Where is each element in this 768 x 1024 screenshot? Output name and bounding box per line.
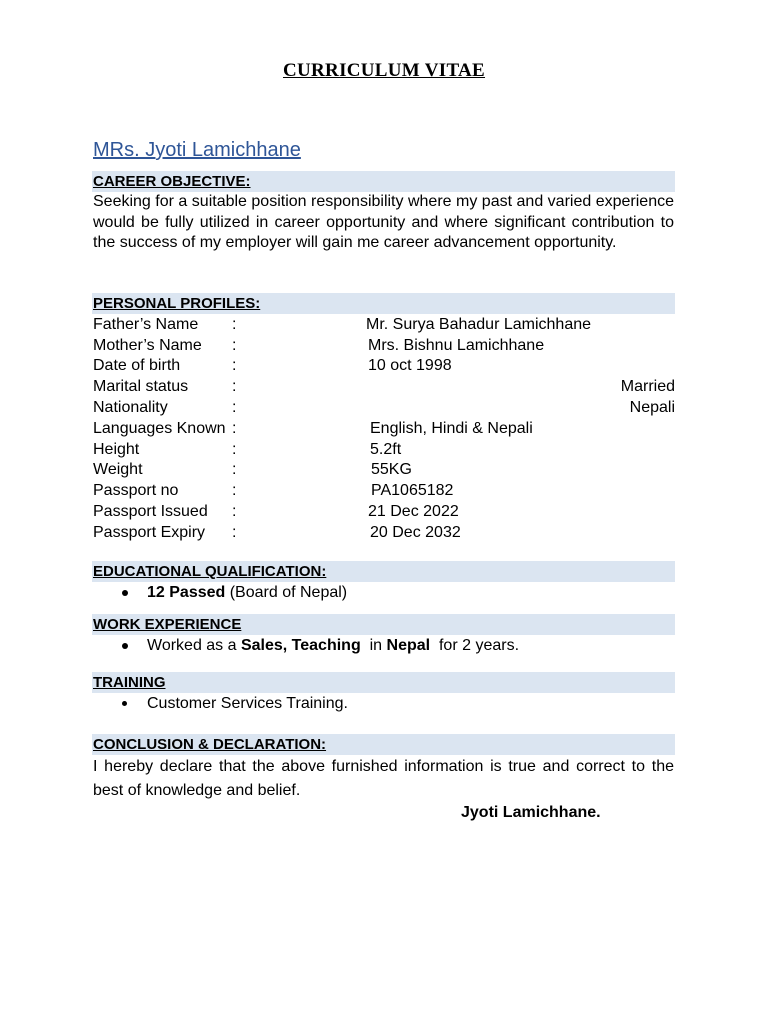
profile-colon: : bbox=[232, 357, 237, 374]
profile-value: Mrs. Bishnu Lamichhane bbox=[368, 337, 545, 354]
profile-label: Height bbox=[93, 441, 140, 458]
education-item-text: (Board of Nepal) bbox=[225, 584, 348, 601]
profile-row-passport-expiry bbox=[93, 522, 675, 543]
profile-colon: : bbox=[232, 461, 237, 478]
profile-row-marital-status bbox=[93, 376, 675, 397]
profile-colon: : bbox=[232, 482, 237, 499]
profile-colon: : bbox=[232, 441, 237, 458]
profile-row-nationality bbox=[93, 397, 675, 418]
profile-label: Marital status bbox=[93, 378, 189, 395]
document-title: CURRICULUM VITAE bbox=[282, 60, 486, 81]
profile-label: Passport Issued bbox=[93, 503, 208, 520]
profile-value: Mr. Surya Bahadur Lamichhane bbox=[366, 316, 592, 333]
training-heading: TRAINING bbox=[92, 672, 675, 693]
training-item-text: Customer Services Training. bbox=[147, 695, 348, 712]
work-text-pre: Worked as a bbox=[147, 637, 241, 654]
signature-name: Jyoti Lamichhane. bbox=[461, 804, 601, 821]
profile-value: Married bbox=[620, 378, 675, 395]
profile-label: Languages Known bbox=[93, 420, 226, 437]
profile-label: Passport Expiry bbox=[93, 524, 206, 541]
profile-colon: : bbox=[232, 420, 237, 437]
profile-value: 55KG bbox=[371, 461, 412, 478]
profile-row-passport-issued bbox=[93, 501, 675, 522]
work-experience-heading: WORK EXPERIENCE bbox=[92, 614, 675, 635]
profile-row-date-of-birth bbox=[93, 355, 675, 376]
profile-value: 5.2ft bbox=[370, 441, 402, 458]
profile-label: Date of birth bbox=[93, 357, 181, 374]
profile-row-languages bbox=[93, 418, 675, 439]
profile-value: Nepali bbox=[629, 399, 675, 416]
profile-row-height bbox=[93, 439, 675, 460]
profile-value: 10 oct 1998 bbox=[368, 357, 452, 374]
profile-label: Father’s Name bbox=[93, 316, 199, 333]
work-location: Nepal bbox=[386, 637, 431, 654]
profile-colon: : bbox=[232, 378, 237, 395]
career-objective-heading: CAREER OBJECTIVE: bbox=[92, 171, 675, 192]
bullet-icon bbox=[122, 701, 127, 706]
profile-value: PA1065182 bbox=[371, 482, 454, 499]
profile-value: English, Hindi & Nepali bbox=[370, 420, 533, 437]
career-objective-text: Seeking for a suitable position responsibility where my past and varied experience would be fully utilized in career opportunity and where significant contribution to the success of my employer will gain me career advancement opportunity. bbox=[93, 193, 674, 252]
candidate-name: MRs. Jyoti Lamichhane bbox=[93, 139, 301, 161]
personal-profiles-heading: PERSONAL PROFILES: bbox=[92, 293, 675, 314]
profile-row-passport-no bbox=[93, 480, 675, 501]
education-heading: EDUCATIONAL QUALIFICATION: bbox=[92, 561, 675, 582]
work-text-post: for 2 years. bbox=[430, 637, 520, 654]
profile-colon: : bbox=[232, 316, 237, 333]
bullet-icon bbox=[122, 643, 128, 649]
declaration-text: I hereby declare that the above furnished information is true and correct to the best of knowledge and belief. bbox=[93, 758, 674, 799]
bullet-icon bbox=[122, 590, 128, 596]
work-text-mid: in bbox=[360, 637, 387, 654]
profile-value: 21 Dec 2022 bbox=[368, 503, 459, 520]
profile-colon: : bbox=[232, 337, 237, 354]
profile-label: Mother’s Name bbox=[93, 337, 202, 354]
work-roles: Sales, Teaching bbox=[240, 637, 361, 654]
profile-value: 20 Dec 2032 bbox=[370, 524, 461, 541]
profile-label: Passport no bbox=[93, 482, 179, 499]
profile-colon: : bbox=[232, 524, 237, 541]
profile-colon: : bbox=[232, 503, 237, 520]
profile-row-fathers-name bbox=[93, 314, 675, 335]
profile-label: Nationality bbox=[93, 399, 168, 416]
profile-row-weight bbox=[93, 459, 675, 480]
education-item-bold: 12 Passed bbox=[147, 584, 226, 601]
profile-row-mothers-name bbox=[93, 335, 675, 356]
conclusion-heading: CONCLUSION & DECLARATION: bbox=[92, 734, 675, 755]
profile-colon: : bbox=[232, 399, 237, 416]
profile-label: Weight bbox=[93, 461, 143, 478]
